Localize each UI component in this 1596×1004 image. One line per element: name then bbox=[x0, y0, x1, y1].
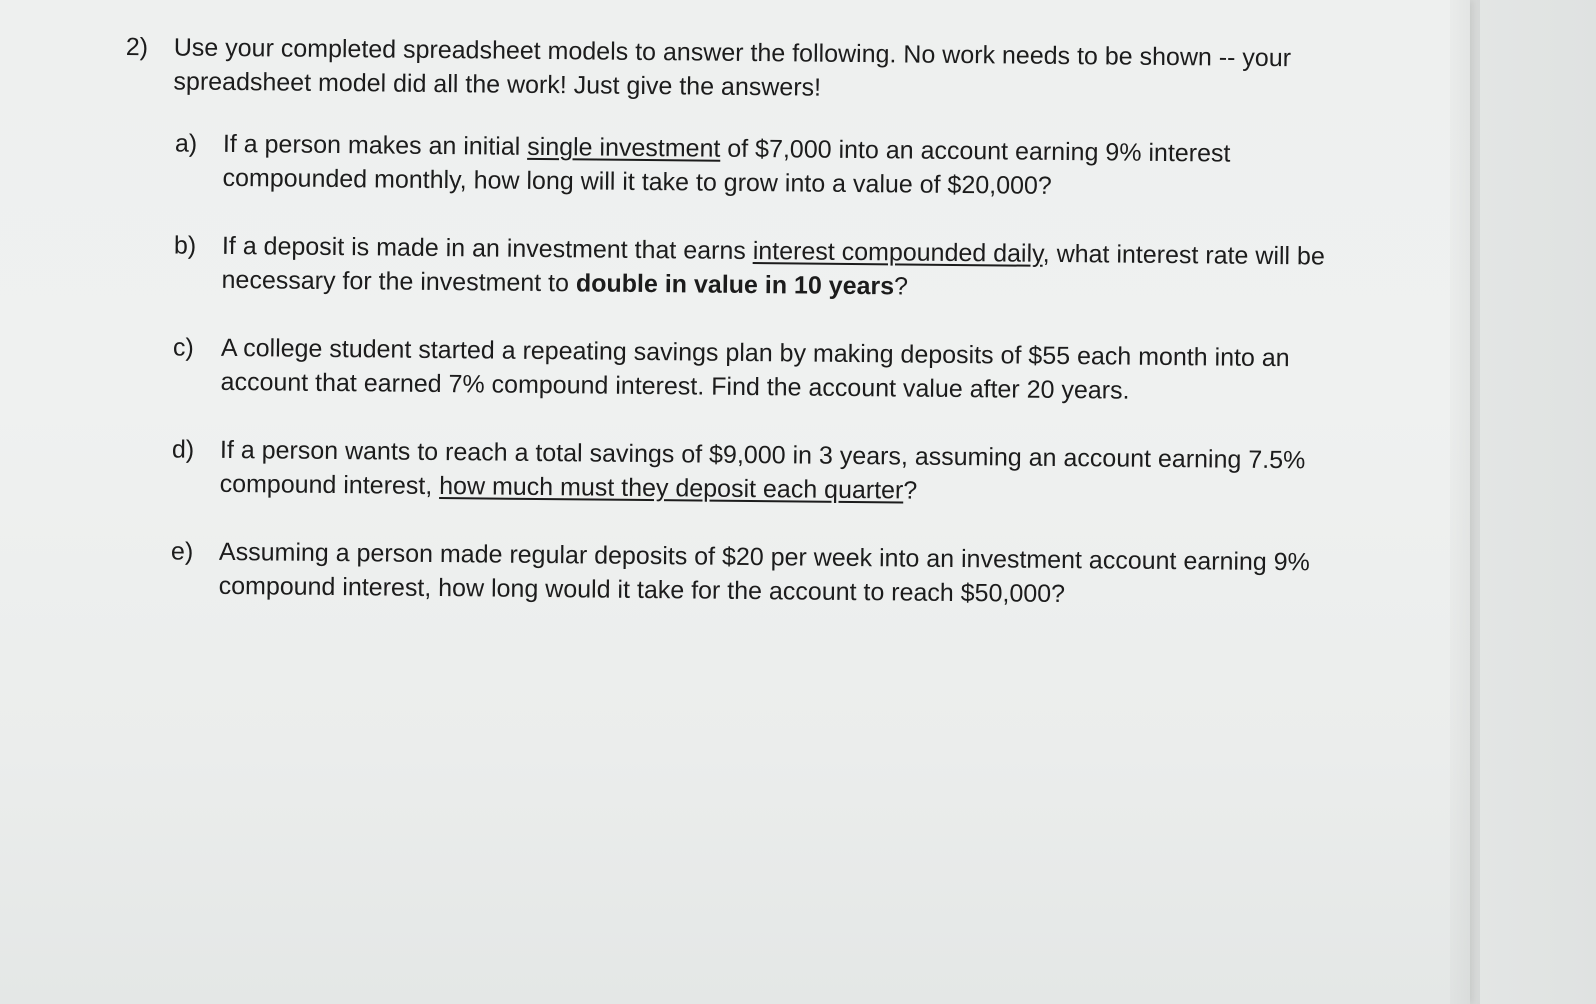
item-letter: a) bbox=[174, 129, 198, 158]
paper-edge-shadow bbox=[1450, 0, 1480, 1004]
text-run: ? bbox=[903, 476, 918, 505]
item-letter: e) bbox=[170, 537, 194, 566]
question-items bbox=[121, 126, 1356, 614]
bold-text: double in value in 10 years bbox=[575, 269, 895, 301]
item-c bbox=[172, 330, 1353, 409]
text-run: A college student started a repeating savings plan by making deposits of $55 each month into an account that earned 7% compound interest. Find the account value after 20 years. bbox=[220, 333, 1290, 405]
text-run: Assuming a person made regular deposits of $20 per week into an investment account earning 9% compound interest, how long would it take for the account to reach $50,000? bbox=[218, 537, 1311, 609]
text-run: of $7,000 into an account earning 9% interest compounded monthly, how long will it take to grow into a value of $20,000? bbox=[222, 134, 1231, 200]
item-letter: b) bbox=[173, 231, 197, 260]
text-run: ? bbox=[893, 272, 909, 301]
item-letter: c) bbox=[172, 333, 194, 362]
item-text bbox=[219, 535, 1352, 614]
question-instructions: Use your completed spreadsheet models to answer the following. No work needs to be shown -- your spreadsheet model did all the work! Just give the answers! bbox=[173, 33, 1292, 102]
text-run: , what interest rate will be necessary for the investment to bbox=[221, 239, 1325, 298]
item-e bbox=[171, 534, 1352, 613]
text-run: If a deposit is made in an investment that earns bbox=[221, 231, 753, 266]
item-a bbox=[174, 126, 1355, 205]
question-2 bbox=[125, 30, 1356, 110]
item-text bbox=[220, 331, 1353, 410]
underlined-text: how much must they deposit each quarter bbox=[439, 472, 904, 505]
item-text bbox=[222, 127, 1355, 206]
underlined-text: interest compounded daily bbox=[752, 237, 1043, 268]
text-run: If a person makes an initial bbox=[222, 129, 528, 161]
item-d bbox=[171, 432, 1352, 511]
item-b bbox=[173, 228, 1354, 307]
worksheet-content bbox=[120, 30, 1356, 648]
item-text bbox=[221, 229, 1354, 308]
question-number: 2) bbox=[125, 32, 149, 62]
item-letter: d) bbox=[171, 435, 195, 464]
text-run: If a person wants to reach a total savings of $9,000 in 3 years, assuming an account earning 7.5% compound interest, bbox=[219, 435, 1306, 501]
underlined-text: single investment bbox=[527, 132, 721, 163]
item-text bbox=[219, 433, 1352, 512]
